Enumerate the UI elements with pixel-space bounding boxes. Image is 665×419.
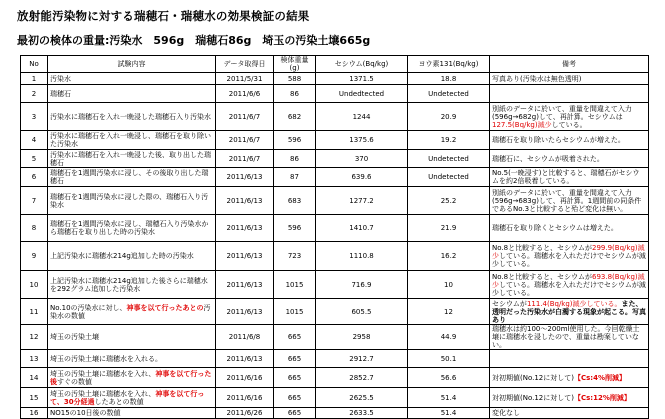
cell-content: 瑞穂石 <box>48 85 216 103</box>
cell-cesium: 1375.6 <box>316 131 408 150</box>
cell-note: 別紙のデータに於いて、重量を間違えて入力(596g→683g)して、再計算。1週間前の同条件であるNo.3と比較すると殆ど変化は無い。 <box>490 187 649 215</box>
cell-note <box>490 299 649 325</box>
cell-no: 11 <box>21 299 48 325</box>
cell-iodine: Undetected <box>408 85 490 103</box>
cell-no: 9 <box>21 242 48 271</box>
cell-no: 8 <box>21 215 48 242</box>
cell-iodine: Undetected <box>408 150 490 168</box>
cell-no: 1 <box>21 73 48 85</box>
note-text: している。瑞穂水を入れただけでセシウムが減少している。 <box>492 280 646 297</box>
table-row <box>21 150 649 168</box>
cell-iodine: 10 <box>408 271 490 299</box>
content-text: すぐの数値 <box>57 377 92 386</box>
cell-iodine: 51.4 <box>408 388 490 408</box>
cell-weight: 596 <box>274 131 316 150</box>
cell-content: 瑞穂石を1週間汚染水に浸し、その後取り出した瑞穂石 <box>48 168 216 187</box>
cell-date: 2011/6/13 <box>216 271 274 299</box>
cell-iodine: 16.2 <box>408 242 490 271</box>
note-highlight: 693.8(Bq/kg)減少 <box>492 272 645 289</box>
cell-content: 上記汚染水に瑞穂水214g追加した時の汚染水 <box>48 242 216 271</box>
cell-content: 汚染水に瑞穂石を入れ一晩浸した瑞穂石入り汚染水 <box>48 103 216 131</box>
cell-date: 2011/6/13 <box>216 187 274 215</box>
note-highlight: 299.9(Bq/kg)減少 <box>492 244 645 260</box>
cell-weight: 682 <box>274 103 316 131</box>
cell-cesium: 1410.7 <box>316 215 408 242</box>
table-row <box>21 242 649 271</box>
content-highlight: 神事を以て行ったあとの <box>126 303 204 312</box>
cell-cesium: 716.9 <box>316 271 408 299</box>
cell-cesium: 370 <box>316 150 408 168</box>
results-table <box>20 55 649 419</box>
cell-iodine: 44.9 <box>408 325 490 350</box>
note-highlight: 【Cs:12%削減】 <box>574 393 631 402</box>
header-date: データ取得日 <box>216 56 274 73</box>
cell-date: 2011/6/13 <box>216 242 274 271</box>
cell-no: 10 <box>21 271 48 299</box>
cell-cesium: 2633.5 <box>316 408 408 419</box>
cell-no: 3 <box>21 103 48 131</box>
cell-weight: 1015 <box>274 299 316 325</box>
cell-iodine: 12 <box>408 299 490 325</box>
cell-weight: 665 <box>274 388 316 408</box>
cell-note: 瑞穂水は約100～200ml使用した。今回乾燥土壌に瑞穂水を浸したので、重量は勘案していない。 <box>490 325 649 350</box>
cell-note: 変化なし <box>490 408 649 419</box>
cell-date: 2011/6/8 <box>216 325 274 350</box>
note-text: している。瑞穂水を入れただけでセシウムが減少している。 <box>492 252 646 268</box>
cell-note: 瑞穂石を取り除いたらセシウムが増えた。 <box>490 131 649 150</box>
content-highlight: 神事を以て行った後 <box>50 369 212 386</box>
cell-cesium: 639.6 <box>316 168 408 187</box>
cell-content: 埼玉の汚染土壌に瑞穂水を入れる。 <box>48 350 216 368</box>
cell-cesium: 1371.5 <box>316 73 408 85</box>
cell-cesium: 2625.5 <box>316 388 408 408</box>
content-text: 汚染水の数値 <box>50 303 211 320</box>
table-header-row <box>21 56 649 73</box>
cell-content: 汚染水に瑞穂石を入れ一晩浸した後、取り出した瑞穂石 <box>48 150 216 168</box>
table-row <box>21 168 649 187</box>
page-title: 放射能汚染物に対する瑞穂石・瑞穂水の効果検証の結果 <box>17 9 310 23</box>
cell-no: 4 <box>21 131 48 150</box>
table-row <box>21 368 649 388</box>
content-text: 埼玉の汚染土壌に瑞穂水を入れ、 <box>50 389 156 398</box>
cell-date: 2011/6/7 <box>216 103 274 131</box>
cell-note <box>490 242 649 271</box>
content-text: No.10の汚染水に対し、 <box>50 303 127 312</box>
header-iodine: ヨウ素131(Bq/kg) <box>408 56 490 73</box>
cell-weight: 665 <box>274 350 316 368</box>
cell-note <box>490 85 649 103</box>
cell-date: 2011/6/13 <box>216 168 274 187</box>
cell-weight: 1015 <box>274 271 316 299</box>
cell-weight: 86 <box>274 150 316 168</box>
note-text: 対初期値(No.12に対して) <box>492 393 574 402</box>
cell-note: No.5(一晩浸す)と比較すると、瑞穂石がセシウムを約2倍吸着している。 <box>490 168 649 187</box>
content-highlight: 神事を以て行って、30分経過 <box>50 389 205 406</box>
cell-weight: 665 <box>274 408 316 419</box>
note-text: No.8と比較すると、セシウムが <box>492 244 593 252</box>
cell-note <box>490 350 649 368</box>
cell-iodine: 25.2 <box>408 187 490 215</box>
cell-cesium: 2912.7 <box>316 350 408 368</box>
cell-date: 2011/6/26 <box>216 408 274 419</box>
cell-date: 2011/5/31 <box>216 73 274 85</box>
cell-content: 汚染水に瑞穂石を入れ一晩浸し、瑞穂石を取り除いた汚染水 <box>48 131 216 150</box>
header-content: 試験内容 <box>48 56 216 73</box>
cell-weight: 665 <box>274 368 316 388</box>
note-text: セシウムが <box>492 299 527 308</box>
table-row <box>21 408 649 419</box>
table-row <box>21 73 649 85</box>
note-text: No.8と比較すると、セシウムが <box>492 272 593 281</box>
header-weight: 検体重量(g) <box>274 56 316 73</box>
content-text: 埼玉の汚染土壌に瑞穂水を入れ、 <box>50 369 156 378</box>
cell-date: 2011/6/13 <box>216 299 274 325</box>
table-row <box>21 271 649 299</box>
cell-no: 2 <box>21 85 48 103</box>
cell-cesium: 1110.8 <box>316 242 408 271</box>
cell-cesium: 605.5 <box>316 299 408 325</box>
cell-no: 7 <box>21 187 48 215</box>
table-row <box>21 325 649 350</box>
cell-note <box>490 103 649 131</box>
cell-cesium: 2958 <box>316 325 408 350</box>
cell-date: 2011/6/7 <box>216 131 274 150</box>
table-row <box>21 85 649 103</box>
cell-iodine: 51.4 <box>408 408 490 419</box>
cell-date: 2011/6/13 <box>216 350 274 368</box>
cell-no: 16 <box>21 408 48 419</box>
content-text: したあとの数値 <box>94 397 144 406</box>
cell-content: 瑞穂石を1週間汚染水に浸し、瑞穂石入り汚染水から瑞穂石を取り出した時の汚染水 <box>48 215 216 242</box>
cell-weight: 588 <box>274 73 316 85</box>
cell-date: 2011/6/16 <box>216 368 274 388</box>
table-row <box>21 215 649 242</box>
cell-content <box>48 368 216 388</box>
table-row <box>21 187 649 215</box>
cell-weight: 86 <box>274 85 316 103</box>
cell-iodine: 56.6 <box>408 368 490 388</box>
note-text: 別紙のデータに於いて、重量を間違えて入力(596g→682g)して、再計算。セシウムは <box>492 104 632 121</box>
cell-iodine: 50.1 <box>408 350 490 368</box>
header-no: No <box>21 56 48 73</box>
cell-note: 瑞穂石に、セシウムが吸着された。 <box>490 150 649 168</box>
cell-date: 2011/6/13 <box>216 215 274 242</box>
cell-date: 2011/6/6 <box>216 85 274 103</box>
cell-weight: 665 <box>274 325 316 350</box>
cell-date: 2011/6/7 <box>216 150 274 168</box>
cell-content: 瑞穂石を1週間汚染水に浸した際の、瑞穂石入り汚染水 <box>48 187 216 215</box>
cell-weight: 683 <box>274 187 316 215</box>
cell-iodine: Undetected <box>408 168 490 187</box>
table-row <box>21 131 649 150</box>
cell-no: 12 <box>21 325 48 350</box>
cell-weight: 596 <box>274 215 316 242</box>
table-row <box>21 299 649 325</box>
cell-cesium: 1277.2 <box>316 187 408 215</box>
note-text: 対初期値(No.12に対して) <box>492 373 574 382</box>
cell-no: 5 <box>21 150 48 168</box>
cell-note <box>490 388 649 408</box>
cell-date: 2011/6/16 <box>216 388 274 408</box>
cell-no: 6 <box>21 168 48 187</box>
table-row <box>21 388 649 408</box>
note-text: している。 <box>551 120 587 129</box>
cell-note: 写真あり(汚染水は無色透明) <box>490 73 649 85</box>
cell-iodine: 19.2 <box>408 131 490 150</box>
cell-content <box>48 388 216 408</box>
sample-weights-subtitle: 最初の検体の重量:汚染水 596g 瑞穂石86g 埼玉の汚染土壌665g <box>17 34 371 47</box>
cell-weight: 723 <box>274 242 316 271</box>
cell-cesium: 2852.7 <box>316 368 408 388</box>
cell-no: 14 <box>21 368 48 388</box>
cell-content: NO15の10日後の数値 <box>48 408 216 419</box>
note-highlight: 111.4(Bq/kg)減少している。 <box>526 299 622 308</box>
table-row <box>21 103 649 131</box>
cell-cesium: 1244 <box>316 103 408 131</box>
cell-content: 埼玉の汚染土壌 <box>48 325 216 350</box>
cell-iodine: 18.8 <box>408 73 490 85</box>
note-highlight: 【Cs:4%削減】 <box>574 373 626 382</box>
cell-iodine: 21.9 <box>408 215 490 242</box>
cell-cesium: Undedtected <box>316 85 408 103</box>
table-row <box>21 350 649 368</box>
cell-no: 13 <box>21 350 48 368</box>
cell-content <box>48 299 216 325</box>
cell-iodine: 20.9 <box>408 103 490 131</box>
cell-note <box>490 271 649 299</box>
cell-content: 上記汚染水に瑞穂水214g追加した後さらに瑞穂水を292グラム追加した汚染水 <box>48 271 216 299</box>
note-highlight: 127.5(Bq/kg)減少 <box>492 120 552 129</box>
cell-content: 汚染水 <box>48 73 216 85</box>
cell-weight: 87 <box>274 168 316 187</box>
header-cesium: セシウム(Bq/kg) <box>316 56 408 73</box>
header-note: 備考 <box>490 56 649 73</box>
cell-note <box>490 368 649 388</box>
cell-note: 瑞穂石を取り除くとセシウムは増えた。 <box>490 215 649 242</box>
note-text: また、透明だった汚染水が白濁する現象が起こる。写真あり <box>492 299 646 324</box>
cell-no: 15 <box>21 388 48 408</box>
